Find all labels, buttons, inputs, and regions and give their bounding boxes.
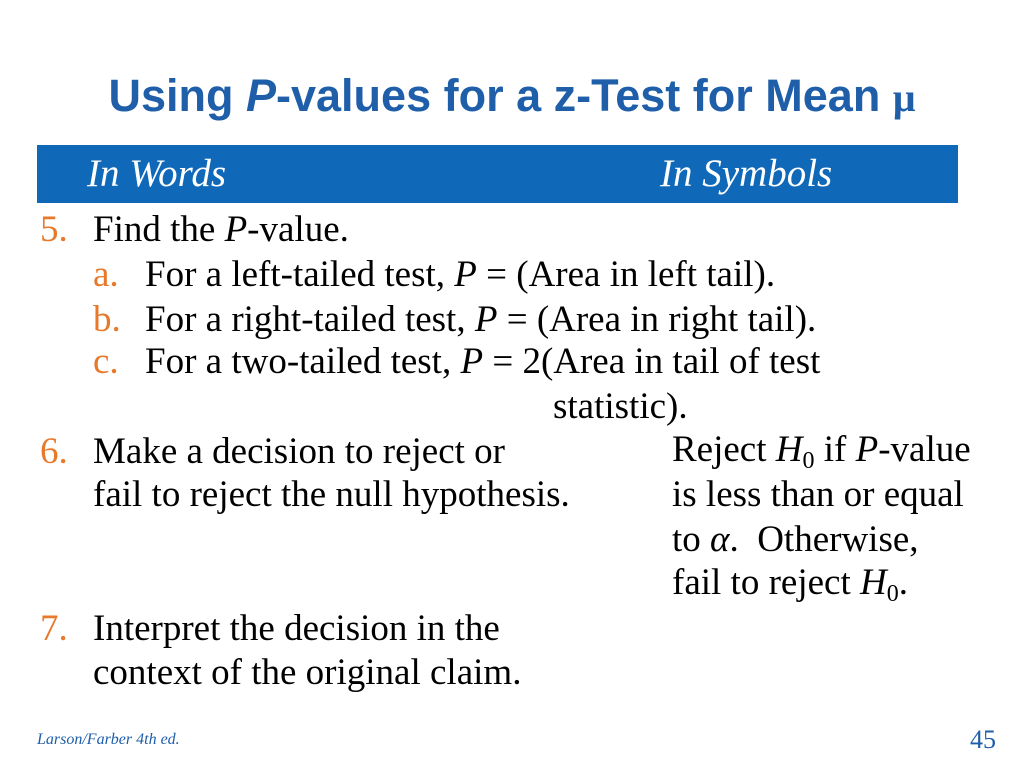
title-mu-symbol: μ [892, 75, 916, 120]
symbols-line-4-end: . [898, 562, 908, 603]
footer-source: Larson/Farber 4th ed. [37, 731, 180, 748]
p-variable: P [855, 429, 879, 470]
substep-b-text-end: = (Area in right tail). [497, 299, 817, 340]
symbols-line-1-mid: if [814, 429, 856, 470]
symbols-line-1-end: -value [878, 429, 971, 470]
substep-a-text-start: For a left-tailed test, [145, 254, 455, 295]
step-5-text-end: -value. [247, 209, 349, 250]
symbols-line-3-start: to [672, 519, 711, 560]
step-6-words-line-1: Make a decision to reject or [93, 431, 505, 472]
alpha-symbol: α [710, 519, 730, 560]
substep-a-text-end: = (Area in left tail). [476, 254, 776, 295]
p-variable: P [474, 299, 498, 340]
substep-a-text [145, 253, 775, 297]
title-text-end: -values for a z-Test for Mean [276, 70, 893, 121]
substep-b-text-start: For a right-tailed test, [145, 299, 475, 340]
step-6-words-line-2: fail to reject the null hypothesis. [93, 474, 570, 515]
step-7-number: 7. [40, 608, 68, 649]
step-5 [40, 208, 830, 429]
symbols-line-4 [672, 561, 908, 605]
substep-b-text [145, 298, 816, 342]
symbols-line-4-start: fail to reject [672, 562, 860, 603]
substep-a-label: a. [93, 254, 119, 295]
header-in-words: In Words [87, 152, 227, 195]
substep-c-text-end: = 2(Area in tail of test [483, 341, 821, 382]
substep-b-label: b. [93, 299, 121, 340]
step-6 [40, 428, 975, 605]
symbols-line-3-end: . Otherwise, [729, 519, 919, 560]
p-variable: P [454, 254, 477, 295]
h-variable: H [775, 429, 803, 470]
h-subscript-zero: 0 [802, 448, 815, 474]
substep-c-continuation: statistic). [553, 386, 688, 427]
symbols-line-3 [672, 518, 919, 562]
slide-title [0, 69, 1024, 123]
substep-c-text [145, 340, 820, 384]
page-number: 45 [970, 725, 996, 754]
column-header-bar [37, 145, 958, 203]
substep-c-text-start: For a two-tailed test, [145, 341, 461, 382]
step-5-number: 5. [40, 209, 68, 250]
symbols-line-1-start: Reject [672, 429, 776, 470]
step-6-number: 6. [40, 431, 68, 472]
step-7 [40, 607, 530, 695]
step-7-words-line-1: Interpret the decision in the [93, 608, 500, 649]
step-5-text-start: Find the [93, 209, 225, 250]
p-variable: P [224, 209, 248, 250]
p-variable: P [460, 341, 484, 382]
h-subscript-zero: 0 [886, 581, 899, 607]
symbols-line-2: is less than or equal [672, 474, 964, 515]
substep-c-label: c. [93, 341, 119, 382]
header-in-symbols: In Symbols [660, 152, 833, 195]
step-5-text [93, 208, 349, 252]
symbols-line-1 [672, 428, 971, 472]
title-text-start: Using [108, 70, 246, 121]
h-variable: H [859, 562, 887, 603]
step-7-words-line-2: context of the original claim. [93, 652, 522, 693]
step-6-symbols [672, 428, 975, 605]
title-p-variable: P [246, 70, 277, 121]
